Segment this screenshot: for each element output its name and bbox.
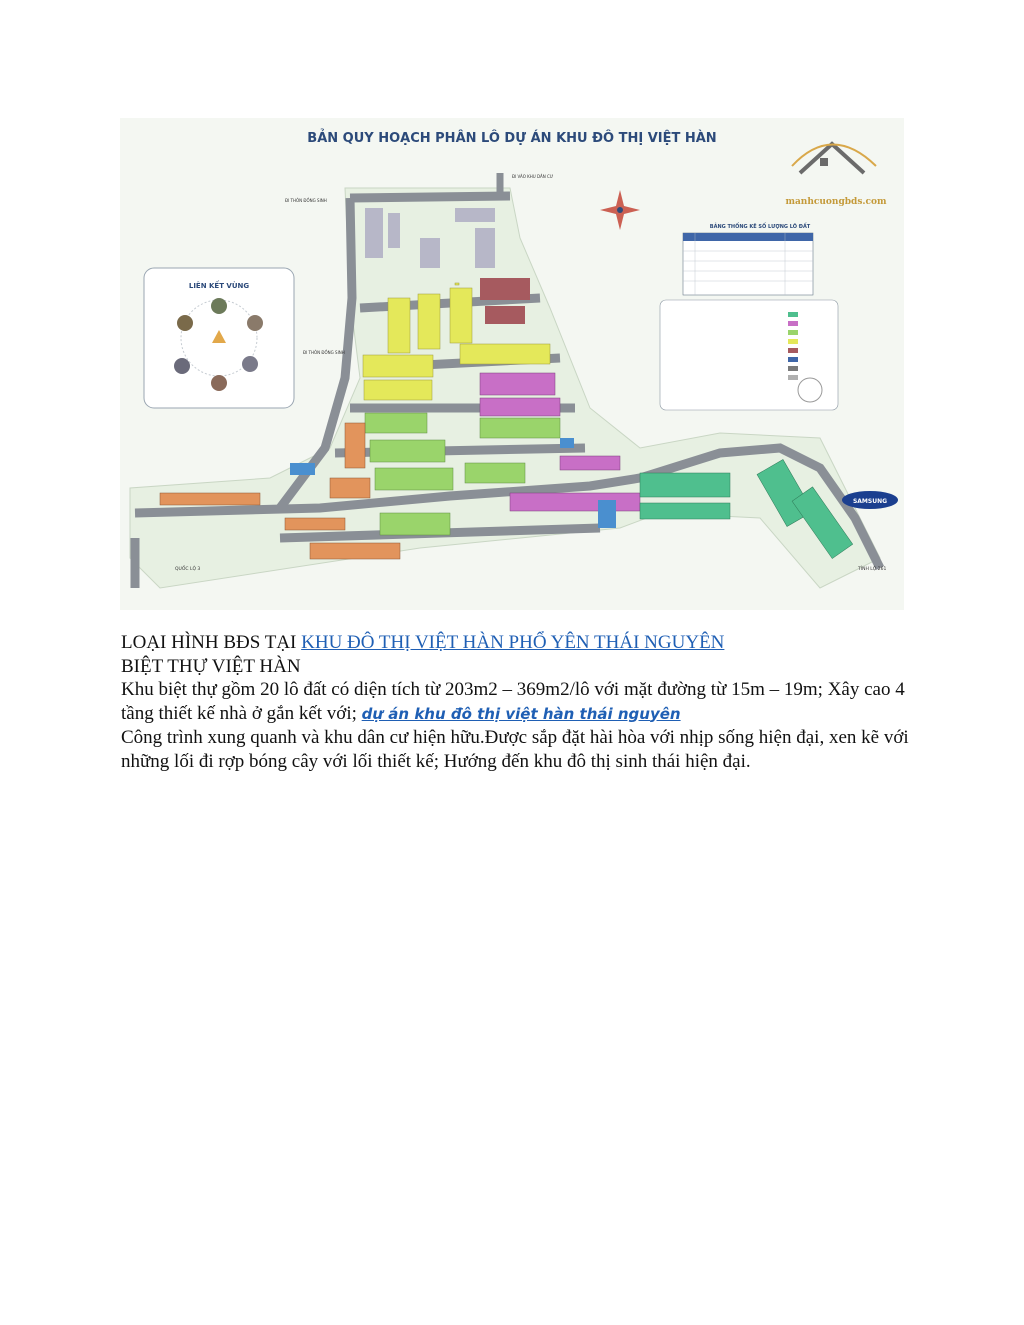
khu-dan-cu-label: ĐI VÀO KHU DÂN CƯ <box>512 174 554 179</box>
line-subheading: BIỆT THỰ VIỆT HÀN <box>121 655 301 677</box>
master-plan-svg <box>120 118 904 610</box>
line-summary: Công trình xung quanh và khu dân cư hiện hữu.Được sắp đặt hài hòa với nhịp sống hiện đại, xen kẽ với những lối đi rợp bóng cây với lối thiết kế; Hướng đến khu đô thị sinh thái hiện đại. <box>121 727 909 772</box>
project-inline-link[interactable]: dự án khu đô thị việt hàn thái nguyên <box>361 704 681 723</box>
samsung-label: SAMSUNG <box>852 498 888 505</box>
dong-sinh-label-2: ĐI THÔN ĐỒNG SINH <box>303 350 345 355</box>
description-text: Khu biệt thự gồm 20 lô đất có diện tích từ 203m2 – 369m2/lô với mặt đường từ 15m – 19m; Xây cao 4 tầng thiết kế nhà ở gắn kết với; <box>121 679 905 724</box>
region-panel-title: LIÊN KẾT VÙNG <box>188 282 250 290</box>
stats-title: BẢNG THỐNG KÊ SỐ LƯỢNG LÔ ĐẤT <box>709 224 811 230</box>
article-text <box>121 631 911 773</box>
line-heading-type <box>121 631 911 655</box>
road-left-label: QUỐC LỘ 3 <box>175 567 201 572</box>
legend <box>660 300 838 410</box>
project-link[interactable]: KHU ĐÔ THỊ VIỆT HÀN PHỔ YÊN THÁI NGUYÊN <box>301 632 725 653</box>
heading-prefix: LOẠI HÌNH BĐS TẠI <box>121 632 302 653</box>
road-right-label: TỈNH LỘ 261 <box>858 567 887 572</box>
dong-sinh-label: ĐI THÔN ĐỒNG SINH <box>285 198 327 203</box>
samsung-badge <box>842 491 898 509</box>
stats-table <box>683 222 813 295</box>
line-description <box>121 678 911 726</box>
master-plan-image <box>120 118 904 610</box>
map-title: BẢN QUY HOẠCH PHÂN LÔ DỰ ÁN KHU ĐÔ THỊ VIỆT HÀN <box>307 131 717 146</box>
region-panel <box>144 268 294 408</box>
watermark: manhcuongbds.com <box>785 197 887 207</box>
